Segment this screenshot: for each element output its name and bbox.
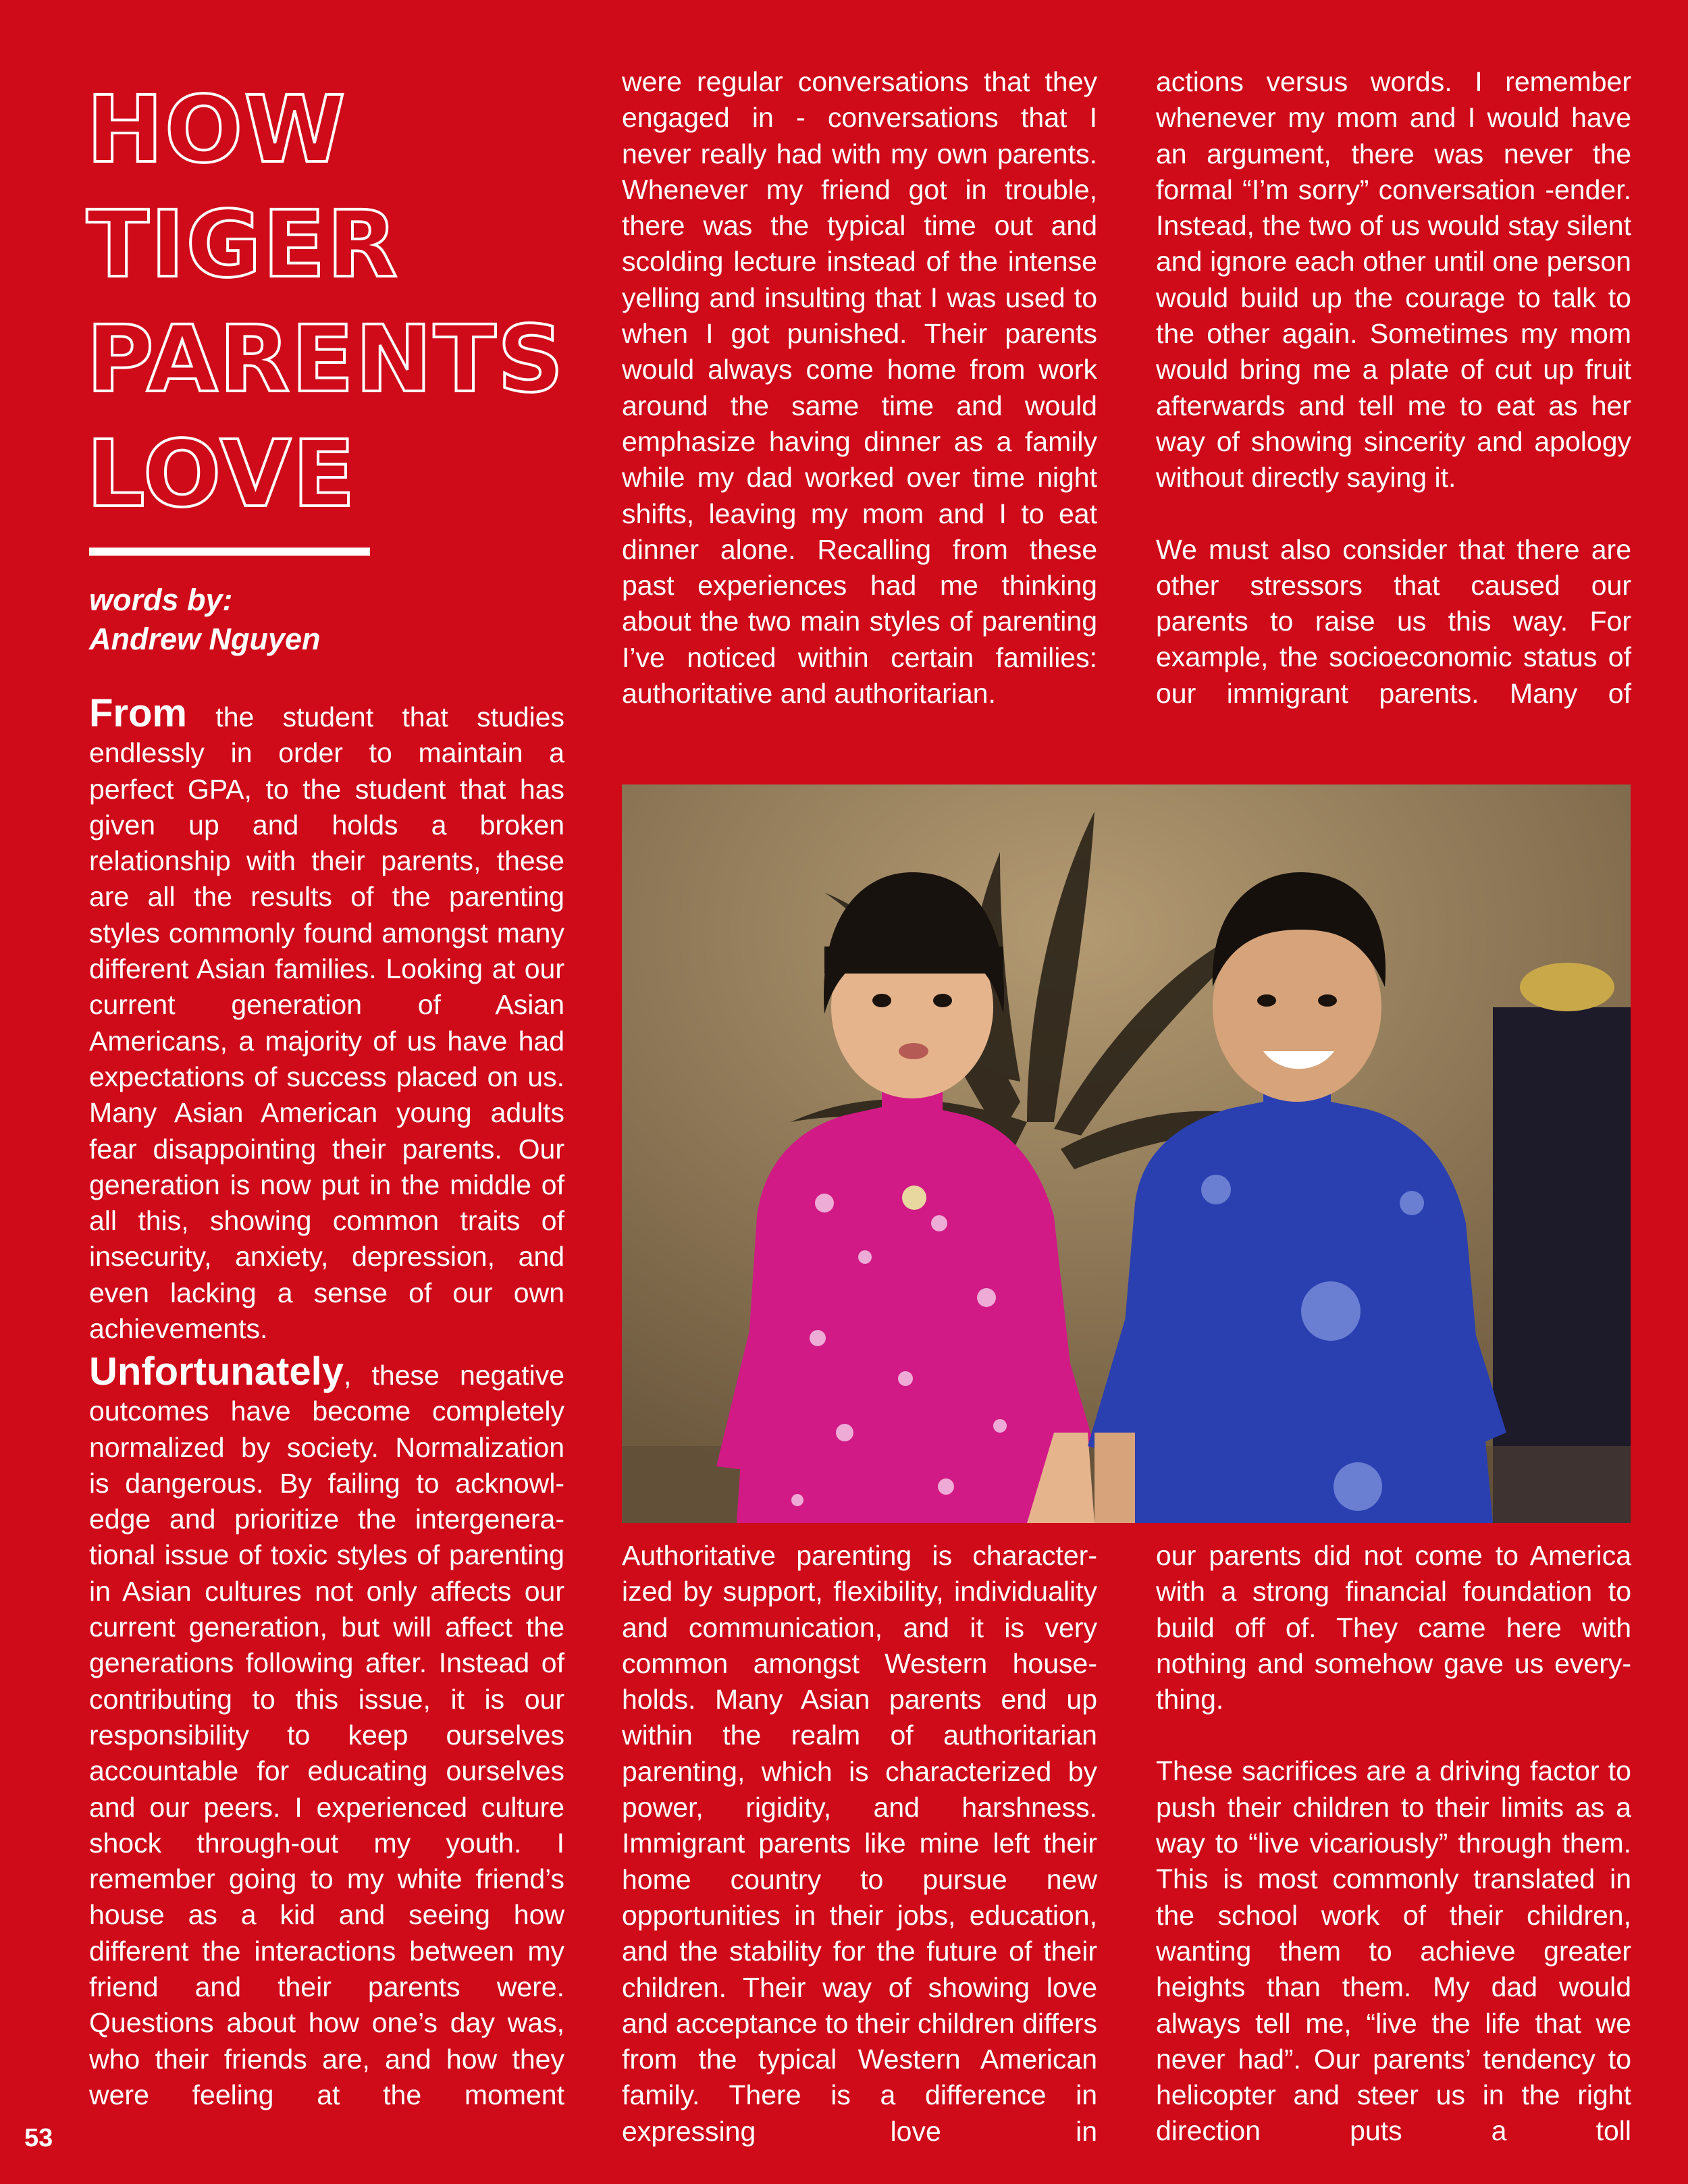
title-line: TIGER bbox=[86, 192, 399, 298]
paragraph bbox=[89, 1350, 564, 2113]
page-number: 53 bbox=[24, 2124, 53, 2152]
paragraph-text: , these negative outcomes have become completely normalized by society. Normalization is dangerous. By failing to acknowl-edge and prioritize the intergenera-tional issue of toxic styles of parenting in Asian cultures not only affects our current generation, but will affect the generations following after. Instead of contributing to this issue, it is our responsibility to keep ourselves accountable for educating ourselves and our peers. I experienced culture shock through-out my youth. I remember going to my white friend’s house as a kid and seeing how different the interactions between my friend and their parents were. Questions about how one’s day was, who their friends are, and how they were feeling at the moment bbox=[89, 1360, 564, 2110]
paragraph: were regular conversations that they engaged in - conversations that I never really had with my own parents. Whenever my friend got in trouble, there was the typical time out and scolding lecture instead of the intense yelling and insulting that I was used to when I got punished. Their parents would always come home from work around the same time and would emphasize having dinner as a family while my dad worked over time night shifts, leaving my mom and I to eat dinner alone. Recalling from these past experiences had me thinking about the two main styles of parenting I’ve noticed within certain families: authoritative and authoritarian. bbox=[622, 66, 1097, 710]
childhood-photo bbox=[622, 784, 1631, 1523]
byline-label: words by: bbox=[89, 583, 233, 617]
title-line: LOVE bbox=[86, 421, 357, 528]
paragraph: These sacrifices are a driving factor to push their children to their limits as a way to “live vicariously” through them. This is most commonly translated in the school work of their children, wanting them to achieve greater heights than them. My dad would always tell me, “live the life that we never had”. Our parents’ tendency to helicopter and steer us in the right direction puts a toll bbox=[1156, 1755, 1631, 2147]
photo-illustration bbox=[622, 784, 1631, 1523]
paragraph-text: the student that studies endlessly in order to maintain a perfect GPA, to the student that has given up and holds a broken relationship with their parents, these are all the results of the parenting styles commonly found amongst many different Asian families. Looking at our current generation of Asian Americans, a majority of us have had expectations of success placed on us. Many Asian American young adults fear disappointing their parents. Our generation is now put in the middle of all this, showing common traits of insecurity, anxiety, depression, and even lacking a sense of our own achievements. bbox=[89, 701, 564, 1345]
paragraph: actions versus words. I remember whenever my mom and I would have an argument, there was never the formal “I’m sorry” conversation -ender. Instead, the two of us would stay silent and ignore each other until one person would build up the courage to talk to the other again. Sometimes my mom would bring me a plate of cut up fruit afterwards and tell me to eat as her way of showing sincerity and apology without directly saying it. bbox=[1156, 66, 1631, 494]
paragraph: Authoritative parenting is character-ized by support, flexibility, individuality and communication, and it is very common amongst Western house-holds. Many Asian parents end up within the realm of authoritarian parenting, which is characterized by power, rigidity, and harshness. Immigrant parents like mine left their home country to pursue new opportunities in their jobs, education, and the stability for the future of their children. Their way of showing love and acceptance to their children differs from the typical Western American family. There is a difference in expressing love in bbox=[622, 1540, 1097, 2147]
column-1-lower bbox=[89, 1350, 564, 2113]
title-divider bbox=[89, 548, 370, 556]
byline bbox=[89, 581, 562, 659]
lead-word: From bbox=[89, 691, 187, 735]
title-line: HOW bbox=[86, 77, 347, 184]
lead-word: Unfortunately bbox=[89, 1350, 344, 1393]
paragraph bbox=[89, 691, 564, 1347]
column-1-upper bbox=[89, 691, 564, 1347]
column-3-upper bbox=[1156, 64, 1631, 712]
paragraph: our parents did not come to America with a strong financial foundation to build off of. They came here with nothing and somehow gave us every-thing. bbox=[1156, 1540, 1631, 1715]
paragraph: We must also consider that there are other stressors that caused our parents to raise us this way. For example, the socioeconomic status of our immigrant parents. Many of bbox=[1156, 533, 1631, 709]
column-2-lower bbox=[622, 1538, 1097, 2150]
title-line: PARENTS bbox=[86, 307, 565, 413]
column-3-lower bbox=[1156, 1538, 1631, 2150]
author-name: Andrew Nguyen bbox=[89, 622, 321, 656]
article-title bbox=[86, 73, 586, 532]
column-2-upper bbox=[622, 64, 1097, 712]
